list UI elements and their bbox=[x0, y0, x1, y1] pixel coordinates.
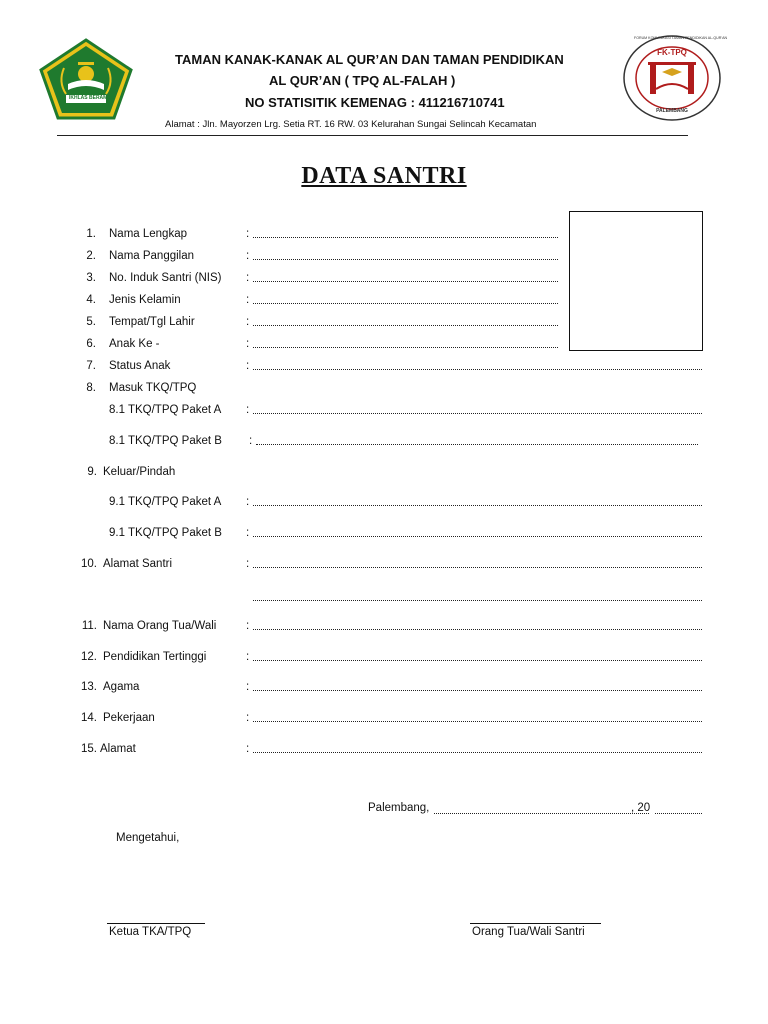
field-colon: : bbox=[246, 651, 250, 663]
field-number: 14. bbox=[81, 712, 97, 724]
date-day-month-blank[interactable] bbox=[434, 813, 649, 814]
header-address: Alamat : Jln. Mayorzen Lrg. Setia RT. 16 RW. 03 Kelurahan Sungai Selincah Kecamatan bbox=[165, 119, 537, 130]
field-label: No. Induk Santri (NIS) bbox=[109, 272, 222, 284]
fktpq-logo-city: PALEMBANG bbox=[656, 108, 688, 114]
field-colon: : bbox=[246, 228, 250, 240]
field-colon: : bbox=[246, 272, 250, 284]
field-number: 10. bbox=[81, 558, 97, 570]
field-number: 7. bbox=[86, 360, 96, 372]
field-input-line[interactable] bbox=[253, 347, 558, 348]
header-divider bbox=[57, 135, 688, 136]
field-input-line[interactable] bbox=[253, 567, 702, 568]
field-label: 8.1 TKQ/TPQ Paket A bbox=[109, 404, 222, 416]
field-number: 5. bbox=[86, 316, 96, 328]
field-colon: : bbox=[246, 712, 250, 724]
field-input-line[interactable] bbox=[253, 536, 702, 537]
field-input-line[interactable] bbox=[253, 325, 558, 326]
left-signature-line[interactable] bbox=[107, 923, 205, 924]
fktpq-logo-ring-text: FORUM KOMUNIKASI TAMAN PENDIDIKAN AL-QUR’AN bbox=[634, 36, 728, 40]
field-input-line[interactable] bbox=[253, 413, 702, 414]
header-line-3: NO STATISITIK KEMENAG : 411216710741 bbox=[245, 95, 505, 110]
field-row bbox=[0, 226, 768, 242]
field-row bbox=[0, 741, 768, 757]
field-label: Tempat/Tgl Lahir bbox=[109, 316, 195, 328]
field-row bbox=[0, 380, 768, 396]
field-row bbox=[0, 679, 768, 695]
field-label: Nama Orang Tua/Wali bbox=[103, 620, 217, 632]
field-label: 8.1 TKQ/TPQ Paket B bbox=[109, 435, 222, 447]
field-number: 1. bbox=[86, 228, 96, 240]
field-row bbox=[0, 358, 768, 374]
field-colon: : bbox=[246, 620, 250, 632]
field-number: 4. bbox=[86, 294, 96, 306]
acknowledged-label: Mengetahui, bbox=[116, 832, 180, 844]
field-label: Jenis Kelamin bbox=[109, 294, 181, 306]
kemenag-logo-motto: IKHLAS BERAMAL bbox=[69, 95, 114, 101]
header-line-1: TAMAN KANAK-KANAK AL QUR’AN DAN TAMAN PENDIDIKAN bbox=[175, 52, 564, 67]
field-number: 6. bbox=[86, 338, 96, 350]
fktpq-logo-badge: FK-TPQ bbox=[657, 48, 687, 57]
alamat-santri-continuation-line[interactable] bbox=[253, 600, 702, 601]
field-label: Masuk TKQ/TPQ bbox=[109, 382, 197, 394]
field-label: Anak Ke - bbox=[109, 338, 160, 350]
field-row bbox=[0, 248, 768, 264]
field-row bbox=[0, 618, 768, 634]
field-label: Keluar/Pindah bbox=[103, 466, 176, 478]
field-number: 9. bbox=[87, 466, 97, 478]
field-row bbox=[0, 525, 768, 541]
field-colon: : bbox=[246, 316, 250, 328]
field-number: 2. bbox=[86, 250, 96, 262]
header-line-2: AL QUR’AN ( TPQ AL-FALAH ) bbox=[269, 73, 456, 88]
field-number: 8. bbox=[86, 382, 96, 394]
field-colon: : bbox=[246, 496, 250, 508]
field-number: 15. bbox=[81, 743, 97, 755]
right-signature-line[interactable] bbox=[470, 923, 601, 924]
field-label: Alamat bbox=[100, 743, 136, 755]
page-title: DATA SANTRI bbox=[301, 163, 467, 189]
field-row bbox=[0, 494, 768, 510]
field-colon: : bbox=[246, 743, 250, 755]
field-colon: : bbox=[246, 558, 250, 570]
date-year-blank[interactable] bbox=[655, 813, 702, 814]
field-label: Alamat Santri bbox=[103, 558, 173, 570]
place-date-prefix: Palembang, bbox=[368, 802, 430, 814]
field-colon: : bbox=[246, 681, 250, 693]
field-input-line[interactable] bbox=[253, 690, 702, 691]
field-input-line[interactable] bbox=[253, 660, 702, 661]
field-input-line[interactable] bbox=[253, 303, 558, 304]
field-row bbox=[0, 710, 768, 726]
field-colon: : bbox=[246, 527, 250, 539]
field-input-line[interactable] bbox=[253, 369, 702, 370]
place-date-suffix: , 20 bbox=[631, 802, 651, 814]
field-label: 9.1 TKQ/TPQ Paket A bbox=[109, 496, 222, 508]
field-number: 12. bbox=[81, 651, 97, 663]
field-row bbox=[0, 314, 768, 330]
field-row bbox=[0, 556, 768, 572]
field-label: Status Anak bbox=[109, 360, 171, 372]
field-colon: : bbox=[246, 338, 250, 350]
fktpq-logo bbox=[622, 34, 728, 122]
field-label: Nama Lengkap bbox=[109, 228, 187, 240]
field-row bbox=[0, 464, 768, 480]
field-colon: : bbox=[246, 250, 250, 262]
left-signature-title: Ketua TKA/TPQ bbox=[109, 926, 192, 938]
field-label: Pekerjaan bbox=[103, 712, 155, 724]
field-row bbox=[0, 402, 768, 418]
field-colon: : bbox=[246, 404, 250, 416]
field-colon: : bbox=[246, 294, 250, 306]
field-input-line[interactable] bbox=[253, 281, 558, 282]
field-label: 9.1 TKQ/TPQ Paket B bbox=[109, 527, 222, 539]
right-signature-title: Orang Tua/Wali Santri bbox=[472, 926, 585, 938]
field-input-line[interactable] bbox=[253, 721, 702, 722]
field-input-line[interactable] bbox=[253, 505, 702, 506]
field-label: Agama bbox=[103, 681, 140, 693]
field-number: 13. bbox=[81, 681, 97, 693]
field-label: Nama Panggilan bbox=[109, 250, 195, 262]
field-input-line[interactable] bbox=[253, 629, 702, 630]
field-input-line[interactable] bbox=[253, 237, 558, 238]
field-colon: : bbox=[246, 360, 250, 372]
field-colon: : bbox=[249, 435, 253, 447]
field-row bbox=[0, 270, 768, 286]
place-date bbox=[368, 802, 651, 814]
field-label: Pendidikan Tertinggi bbox=[103, 651, 207, 663]
field-input-line[interactable] bbox=[253, 752, 702, 753]
field-number: 11. bbox=[81, 620, 97, 632]
field-row bbox=[0, 433, 768, 449]
field-row bbox=[0, 649, 768, 665]
field-input-line[interactable] bbox=[256, 444, 698, 445]
field-number: 3. bbox=[86, 272, 96, 284]
field-row bbox=[0, 292, 768, 308]
kemenag-logo bbox=[38, 38, 134, 120]
field-row bbox=[0, 336, 768, 352]
field-input-line[interactable] bbox=[253, 259, 558, 260]
